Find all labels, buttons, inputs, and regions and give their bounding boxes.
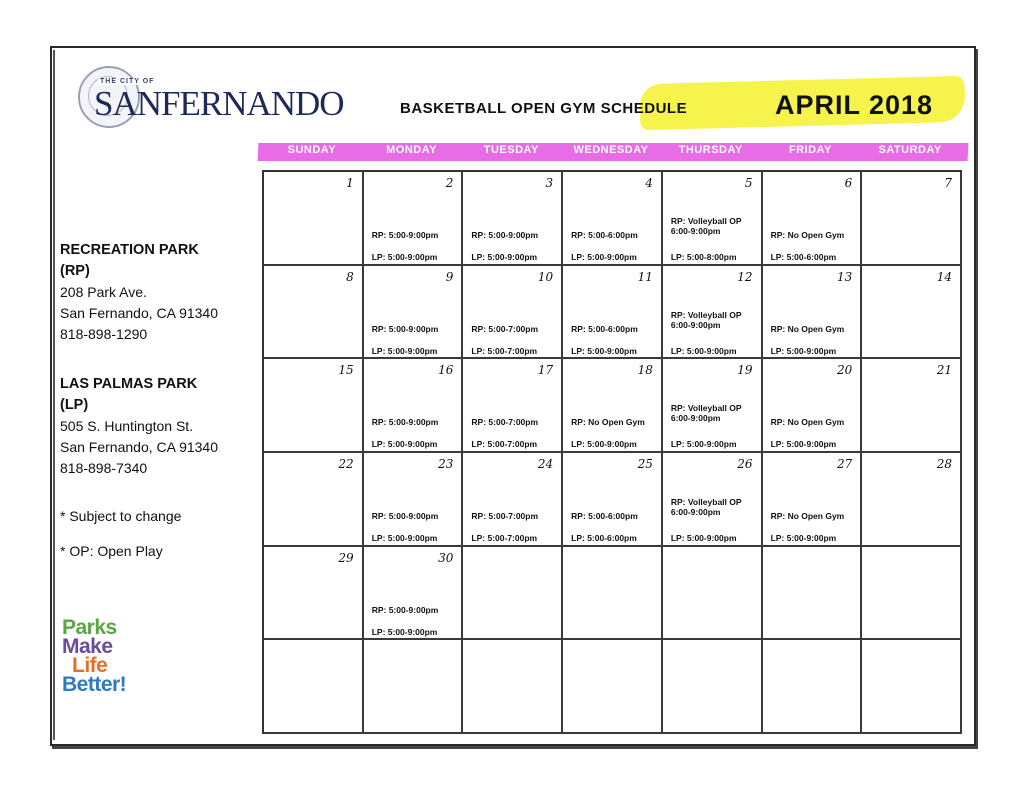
calendar-day-cell bbox=[563, 266, 663, 360]
city-logo bbox=[78, 66, 344, 128]
las-palmas-hours: LP: 5:00-9:00pm bbox=[670, 439, 737, 450]
location-city: San Fernando, CA 91340 bbox=[60, 305, 219, 321]
day-number: 7 bbox=[944, 176, 952, 190]
calendar-day-cell bbox=[663, 547, 763, 641]
day-number: 1 bbox=[346, 176, 354, 190]
recreation-park-hours: RP: No Open Gym bbox=[770, 230, 845, 240]
calendar-day-cell bbox=[563, 547, 663, 641]
day-number: 11 bbox=[637, 269, 653, 284]
location-abbr: (LP) bbox=[60, 397, 89, 413]
calendar-grid bbox=[262, 170, 962, 734]
calendar-day-cell bbox=[364, 172, 464, 266]
recreation-park-hours: RP: 5:00-9:00pm bbox=[371, 230, 439, 240]
las-palmas-hours: LP: 5:00-7:00pm bbox=[471, 345, 538, 356]
calendar-day-cell bbox=[862, 266, 962, 360]
recreation-park-hours: RP: 5:00-9:00pm bbox=[371, 510, 439, 521]
las-palmas-hours: LP: 5:00-9:00pm bbox=[371, 626, 438, 637]
location-name: LAS PALMAS PARK bbox=[60, 376, 198, 392]
calendar-day-cell bbox=[563, 172, 663, 266]
parks-make-life-better-logo bbox=[62, 618, 126, 694]
recreation-park-hours-detail: 6:00-9:00pm bbox=[670, 506, 721, 517]
day-number: 13 bbox=[837, 269, 853, 284]
calendar-day-cell bbox=[663, 172, 763, 266]
day-number: 3 bbox=[545, 176, 554, 190]
note-open-play: * OP: Open Play bbox=[60, 543, 163, 559]
las-palmas-hours: LP: 5:00-9:00pm bbox=[670, 345, 737, 356]
recreation-park-hours: RP: 5:00-6:00pm bbox=[571, 230, 638, 240]
recreation-park-hours: RP: 5:00-9:00pm bbox=[471, 230, 539, 240]
day-number: 20 bbox=[837, 363, 853, 378]
calendar-day-cell bbox=[364, 266, 464, 360]
recreation-park-hours: RP: Volleyball OP bbox=[670, 309, 742, 320]
day-number: 21 bbox=[936, 363, 952, 378]
logo-small-text: THE CITY OF bbox=[100, 78, 155, 85]
calendar-day-cell bbox=[862, 547, 962, 641]
schedule-title: BASKETBALL OPEN GYM SCHEDULE bbox=[400, 100, 688, 117]
day-number: 6 bbox=[844, 176, 853, 190]
calendar-day-cell bbox=[463, 453, 563, 547]
weekday-thursday: THURSDAY bbox=[678, 144, 743, 156]
las-palmas-hours: LP: 5:00-9:00pm bbox=[571, 252, 637, 262]
las-palmas-hours: LP: 5:00-6:00pm bbox=[770, 252, 837, 262]
day-number: 16 bbox=[438, 363, 454, 378]
note-subject-to-change: * Subject to change bbox=[60, 508, 182, 524]
calendar-day-cell bbox=[463, 359, 563, 453]
recreation-park-hours: RP: Volleyball OP bbox=[670, 216, 742, 226]
weekday-tuesday: TUESDAY bbox=[483, 144, 539, 156]
weekday-friday: FRIDAY bbox=[788, 144, 832, 156]
las-palmas-hours: LP: 5:00-8:00pm bbox=[670, 252, 737, 262]
las-palmas-hours: LP: 5:00-7:00pm bbox=[471, 439, 538, 450]
calendar-day-cell bbox=[663, 359, 763, 453]
calendar-day-cell bbox=[264, 547, 364, 641]
las-palmas-hours: LP: 5:00-9:00pm bbox=[371, 252, 438, 262]
calendar-day-cell bbox=[364, 640, 464, 734]
recreation-park-hours-detail: 6:00-9:00pm bbox=[670, 413, 721, 424]
weekday-sunday: SUNDAY bbox=[287, 144, 337, 156]
day-number: 22 bbox=[338, 456, 354, 471]
recreation-park-hours: RP: 5:00-7:00pm bbox=[471, 417, 539, 428]
recreation-park-hours: RP: No Open Gym bbox=[770, 417, 845, 428]
calendar-day-cell bbox=[862, 172, 962, 266]
day-number: 5 bbox=[744, 176, 753, 190]
day-number: 10 bbox=[537, 269, 554, 284]
calendar-day-cell bbox=[364, 547, 464, 641]
recreation-park-hours: RP: 5:00-9:00pm bbox=[371, 604, 439, 615]
las-palmas-hours: LP: 5:00-9:00pm bbox=[770, 532, 837, 543]
day-number: 23 bbox=[438, 456, 454, 471]
recreation-park-hours: RP: 5:00-7:00pm bbox=[471, 510, 539, 521]
calendar-day-cell bbox=[463, 266, 563, 360]
calendar-day-cell bbox=[663, 640, 763, 734]
day-number: 17 bbox=[537, 363, 554, 378]
day-number: 12 bbox=[737, 269, 753, 284]
calendar-day-cell bbox=[264, 266, 364, 360]
location-phone: 818-898-7340 bbox=[60, 460, 148, 476]
parks-logo-word: Parks bbox=[62, 616, 117, 639]
location-recreation-park bbox=[60, 240, 218, 345]
las-palmas-hours: LP: 5:00-9:00pm bbox=[670, 532, 737, 543]
recreation-park-hours: RP: Volleyball OP bbox=[670, 496, 742, 507]
recreation-park-hours-detail: 6:00-9:00pm bbox=[670, 226, 721, 236]
day-number: 29 bbox=[338, 550, 354, 565]
day-number: 30 bbox=[438, 550, 454, 565]
las-palmas-hours: LP: 5:00-9:00pm bbox=[371, 439, 438, 450]
day-number: 18 bbox=[637, 363, 653, 378]
calendar-day-cell bbox=[463, 640, 563, 734]
las-palmas-hours: LP: 5:00-9:00pm bbox=[371, 532, 438, 543]
location-phone: 818-898-1290 bbox=[60, 326, 148, 342]
calendar-day-cell bbox=[862, 453, 962, 547]
calendar-day-cell bbox=[264, 359, 364, 453]
day-number: 24 bbox=[537, 456, 554, 471]
calendar-day-cell bbox=[862, 359, 962, 453]
schedule-month: APRIL 2018 bbox=[775, 90, 934, 120]
calendar-day-cell bbox=[563, 640, 663, 734]
day-number: 15 bbox=[338, 363, 354, 378]
day-number: 14 bbox=[936, 269, 952, 284]
las-palmas-hours: LP: 5:00-9:00pm bbox=[770, 439, 837, 450]
location-las-palmas-park bbox=[60, 374, 218, 479]
las-palmas-hours: LP: 5:00-9:00pm bbox=[371, 345, 438, 356]
recreation-park-hours: RP: 5:00-7:00pm bbox=[471, 323, 539, 334]
recreation-park-hours: RP: 5:00-9:00pm bbox=[371, 417, 439, 428]
recreation-park-hours: RP: 5:00-6:00pm bbox=[571, 323, 638, 334]
location-abbr: (RP) bbox=[60, 263, 90, 279]
weekday-monday: MONDAY bbox=[386, 144, 437, 156]
las-palmas-hours: LP: 5:00-9:00pm bbox=[770, 345, 837, 356]
calendar-day-cell bbox=[463, 547, 563, 641]
weekday-saturday: SATURDAY bbox=[878, 144, 942, 156]
las-palmas-hours: LP: 5:00-9:00pm bbox=[571, 345, 637, 356]
calendar-day-cell bbox=[563, 359, 663, 453]
las-palmas-hours: LP: 5:00-6:00pm bbox=[571, 532, 637, 543]
calendar-day-cell bbox=[364, 359, 464, 453]
calendar-day-cell bbox=[763, 359, 863, 453]
day-number: 27 bbox=[837, 456, 853, 471]
calendar-day-cell bbox=[264, 453, 364, 547]
day-number: 9 bbox=[445, 269, 454, 284]
day-number: 26 bbox=[737, 456, 753, 471]
parks-logo-word: Better! bbox=[62, 673, 127, 696]
las-palmas-hours: LP: 5:00-9:00pm bbox=[571, 439, 637, 450]
calendar-day-cell bbox=[563, 453, 663, 547]
calendar-day-cell bbox=[663, 266, 763, 360]
calendar-day-cell bbox=[264, 640, 364, 734]
day-number: 19 bbox=[737, 363, 753, 378]
frame-edge bbox=[53, 50, 55, 740]
weekday-wednesday: WEDNESDAY bbox=[573, 144, 649, 156]
location-city: San Fernando, CA 91340 bbox=[60, 439, 219, 455]
location-street: 505 S. Huntington St. bbox=[60, 418, 194, 434]
recreation-park-hours: RP: No Open Gym bbox=[770, 510, 845, 521]
calendar-day-cell bbox=[763, 172, 863, 266]
las-palmas-hours: LP: 5:00-7:00pm bbox=[471, 532, 538, 543]
day-number: 8 bbox=[346, 269, 354, 284]
recreation-park-hours-detail: 6:00-9:00pm bbox=[670, 319, 721, 330]
location-street: 208 Park Ave. bbox=[60, 284, 147, 300]
calendar-day-cell bbox=[463, 172, 563, 266]
calendar-day-cell bbox=[364, 453, 464, 547]
day-number: 25 bbox=[637, 456, 653, 471]
location-name: RECREATION PARK bbox=[60, 242, 199, 258]
calendar-day-cell bbox=[862, 640, 962, 734]
recreation-park-hours: RP: No Open Gym bbox=[770, 323, 845, 334]
calendar-day-cell bbox=[763, 266, 863, 360]
recreation-park-hours: RP: 5:00-9:00pm bbox=[371, 323, 439, 334]
calendar-day-cell bbox=[763, 453, 863, 547]
calendar-day-cell bbox=[763, 547, 863, 641]
las-palmas-hours: LP: 5:00-9:00pm bbox=[471, 252, 538, 262]
recreation-park-hours: RP: 5:00-6:00pm bbox=[571, 510, 638, 521]
day-number: 2 bbox=[445, 176, 454, 190]
day-number: 4 bbox=[645, 176, 653, 190]
calendar-day-cell bbox=[264, 172, 364, 266]
parks-logo-word: Make bbox=[62, 635, 113, 658]
recreation-park-hours: RP: Volleyball OP bbox=[670, 403, 742, 414]
calendar-day-cell bbox=[663, 453, 763, 547]
logo-name: SANFERNANDO bbox=[94, 84, 344, 123]
day-number: 28 bbox=[936, 456, 952, 471]
calendar-day-cell bbox=[763, 640, 863, 734]
recreation-park-hours: RP: No Open Gym bbox=[571, 417, 645, 428]
parks-logo-word: Life bbox=[72, 654, 108, 677]
